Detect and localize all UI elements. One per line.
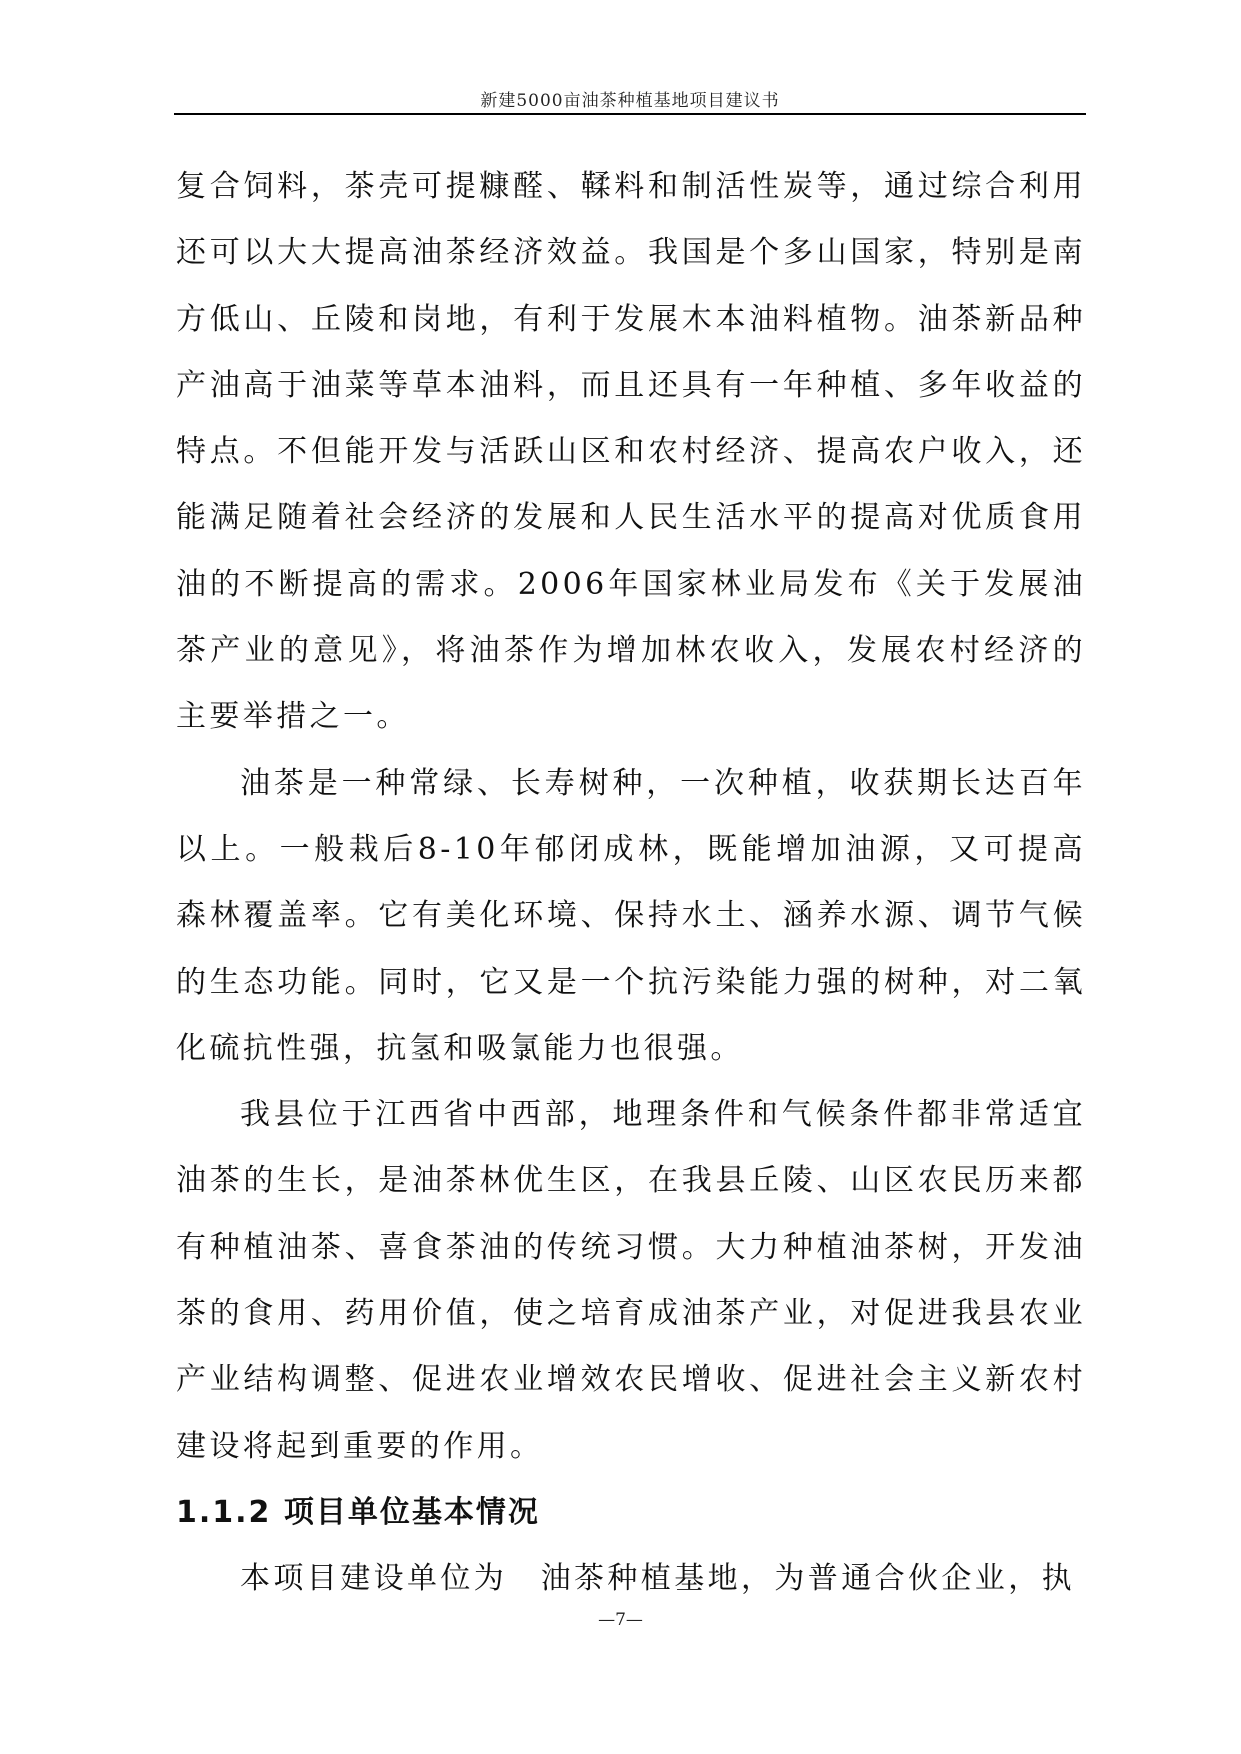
- section-heading-project-unit: 1.1.2 项目单位基本情况: [176, 1494, 540, 1530]
- document-body: [176, 154, 1086, 1612]
- paragraph-feed-and-benefits: 复合饲料，茶壳可提糠醛、鞣料和制活性炭等，通过综合利用还可以大大提高油茶经济效益。我国是个多山国家，特别是南方低山、丘陵和岗地，有利于发展木本油料植物。油茶新品种产油高于油菜等草本油料，而且还具有一年种植、多年收益的特点。不但能开发与活跃山区和农村经济、提高农户收入，还能满足随着社会经济的发展和人民生活水平的提高对优质食用油的不断提高的需求。2006年国家林业局发布《关于发展油茶产业的意见》，将油茶作为增加林农收入，发展农村经济的主要举措之一。: [176, 169, 1086, 735]
- header-divider: [174, 113, 1086, 115]
- paragraph-evergreen-species: 油茶是一种常绿、长寿树种，一次种植，收获期长达百年以上。一般栽后8-10年郁闭成林，既能增加油源，又可提高森林覆盖率。它有美化环境、保持水土、涵养水源、调节气候的生态功能。同时，它又是一个抗污染能力强的树种，对二氧化硫抗性强，抗氢和吸氯能力也很强。: [176, 765, 1086, 1066]
- page-header-title: 新建5000亩油茶种植基地项目建议书: [480, 91, 780, 111]
- paragraph-project-unit: 本项目建设单位为 油茶种植基地，为普通合伙企业，执: [240, 1560, 1075, 1596]
- paragraph-county-conditions: 我县位于江西省中西部，地理条件和气候条件都非常适宜油茶的生长，是油茶林优生区，在我县丘陵、山区农民历来都有种植油茶、喜食茶油的传统习惯。大力种植油茶树，开发油茶的食用、药用价值，使之培育成油茶产业，对促进我县农业产业结构调整、促进农业增效农民增收、促进社会主义新农村建设将起到重要的作用。: [176, 1097, 1086, 1464]
- page-number: —7—: [598, 1610, 643, 1630]
